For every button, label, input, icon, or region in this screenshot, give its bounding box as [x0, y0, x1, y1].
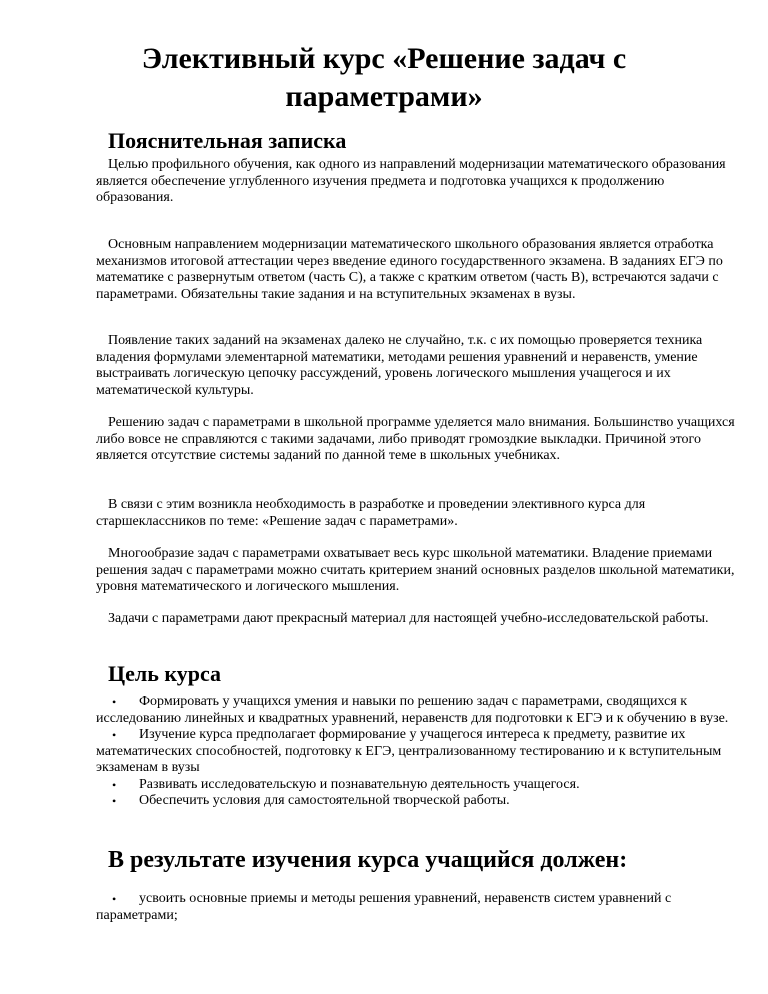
- bullet-icon: •: [112, 892, 117, 906]
- section-heading-learning-outcomes: В результате изучения курса учащийся должен:: [108, 847, 628, 873]
- goal-list: [96, 694, 736, 810]
- list-item: [96, 727, 736, 777]
- document-title: Элективный курс «Решение задач с параметрами»: [141, 42, 627, 113]
- list-item: [96, 891, 736, 924]
- section-heading-explanatory-note: Пояснительная записка: [108, 128, 347, 153]
- bullet-icon: •: [112, 777, 117, 792]
- paragraph: В связи с этим возникла необходимость в разработке и проведении элективного курса для старшеклассников по теме: «Решение задач с параметрами».: [96, 497, 646, 529]
- list-item: [96, 694, 736, 727]
- paragraph: Многообразие задач с параметрами охватывает весь курс школьной математики. Владение приемами решения задач с параметрами можно считать критерием знаний основных разделов школьной математики, уровня математического и логического мышления.: [96, 546, 735, 594]
- paragraph: Задачи с параметрами дают прекрасный материал для настоящей учебно-исследовательской работы.: [108, 611, 709, 626]
- paragraph: Целью профильного обучения, как одного из направлений модернизации математического образования является обеспечение углубленного изучения предмета и подготовка учащихся к продолжению образования.: [96, 157, 726, 205]
- list-item-text: усвоить основные приемы и методы решения уравнений, неравенств систем уравнений с параметрами;: [96, 891, 672, 923]
- paragraph: Основным направлением модернизации математического школьного образования является отработка механизмов итоговой аттестации через введение единого государственного экзамена. В заданиях ЕГЭ по математике с развернутым ответом (часть С), а также с кратким ответом (часть В), встречаются задачи с параметрами. Обязательны такие задания и на вступительных экзаменах в вузы.: [96, 237, 723, 302]
- bullet-icon: •: [112, 794, 117, 808]
- list-item-text: Формировать у учащихся умения и навыки по решению задач с параметрами, сводящихся к исследованию линейных и квадратных уравнений, неравенств для подготовки к ЕГЭ и к обучению в вузе.: [96, 694, 729, 726]
- list-item: [96, 777, 736, 794]
- bullet-icon: •: [112, 695, 117, 709]
- paragraph: Появление таких заданий на экзаменах далеко не случайно, т.к. с их помощью проверяется техника владения формулами элементарной математики, методами решения уравнений и неравенств, умение выстраивать логическую цепочку рассуждений, уровень логического мышления учащегося и их математической культуры.: [96, 333, 703, 398]
- list-item-text: Развивать исследовательскую и познавательную деятельность учащегося.: [139, 776, 580, 792]
- bullet-icon: •: [112, 728, 117, 742]
- list-item-text: Изучение курса предполагает формирование у учащегося интереса к предмету, развитие их математических способностей, подготовку к ЕГЭ, централизованному тестированию и к вступительным экзаменам в вузы: [96, 727, 722, 775]
- section-heading-course-goal: Цель курса: [108, 661, 221, 686]
- list-item-text: Обеспечить условия для самостоятельной творческой работы.: [139, 793, 510, 808]
- outcomes-list: [96, 891, 736, 924]
- paragraph: Решению задач с параметрами в школьной программе уделяется мало внимания. Большинство учащихся либо вовсе не справляются с такими задачами, либо приводят громоздкие выкладки. Причиной этого является отсутствие системы заданий по данной теме в школьных учебниках.: [96, 415, 735, 463]
- list-item: [96, 793, 736, 810]
